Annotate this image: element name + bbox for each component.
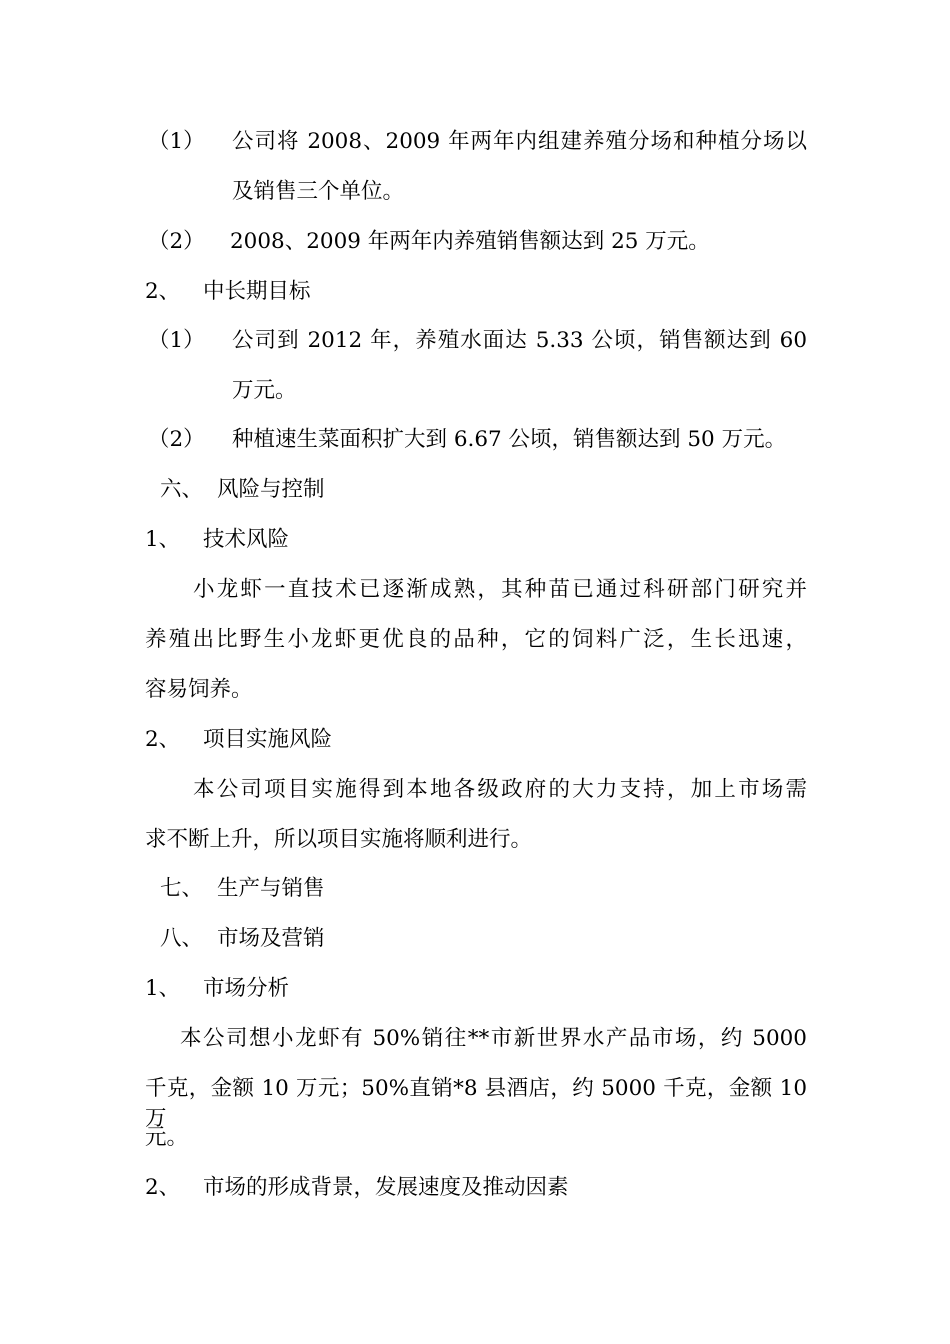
section-heading: 市场分析: [203, 976, 290, 1001]
paragraph-line: 公司到 2012 年，养殖水面达 5.33 公顷，销售额达到 60: [232, 328, 807, 353]
paragraph-line: 种植速生菜面积扩大到 6.67 公顷，销售额达到 50 万元。: [232, 427, 787, 452]
chapter-heading: 生产与销售: [217, 876, 325, 901]
chapter-heading: 风险与控制: [217, 477, 325, 502]
paragraph-line: 求不断上升，所以项目实施将顺利进行。: [145, 827, 533, 852]
paragraph-line: 本公司想小龙虾有 50%销往**市新世界水产品市场，约 5000: [180, 1026, 807, 1051]
paragraph-line: 元。: [145, 1125, 189, 1150]
section-number: 1、: [145, 976, 181, 1001]
paragraph-line: 容易饲养。: [145, 677, 253, 702]
list-number: （1）: [148, 129, 205, 154]
paragraph-line: 小龙虾一直技术已逐渐成熟，其种苗已通过科研部门研究并: [193, 577, 807, 602]
section-heading: 中长期目标: [203, 279, 311, 304]
paragraph-line: 千克，金额 10 万元；50%直销*8 县酒店，约 5000 千克，金额 10 万: [145, 1076, 807, 1131]
section-number: 2、: [145, 1175, 181, 1200]
list-number: （1）: [148, 328, 205, 353]
paragraph-line: 养殖出比野生小龙虾更优良的品种，它的饲料广泛，生长迅速，: [145, 627, 807, 652]
list-number: （2）: [148, 427, 205, 452]
chapter-heading: 市场及营销: [217, 926, 325, 951]
paragraph-line: 2008、2009 年两年内养殖销售额达到 25 万元。: [230, 229, 710, 254]
section-number: 2、: [145, 279, 181, 304]
paragraph-line: 公司将 2008、2009 年两年内组建养殖分场和种植分场以: [232, 129, 807, 154]
section-heading: 技术风险: [203, 527, 290, 552]
paragraph-line: 本公司项目实施得到本地各级政府的大力支持，加上市场需: [193, 777, 807, 802]
chapter-number: 八、: [160, 926, 204, 951]
chapter-number: 六、: [160, 477, 204, 502]
section-number: 2、: [145, 727, 181, 752]
list-number: （2）: [148, 229, 205, 254]
section-heading: 市场的形成背景，发展速度及推动因素: [203, 1175, 569, 1200]
section-number: 1、: [145, 527, 181, 552]
chapter-number: 七、: [160, 876, 204, 901]
paragraph-line: 及销售三个单位。: [232, 179, 405, 204]
section-heading: 项目实施风险: [203, 727, 333, 752]
paragraph-line: 万元。: [232, 378, 297, 403]
